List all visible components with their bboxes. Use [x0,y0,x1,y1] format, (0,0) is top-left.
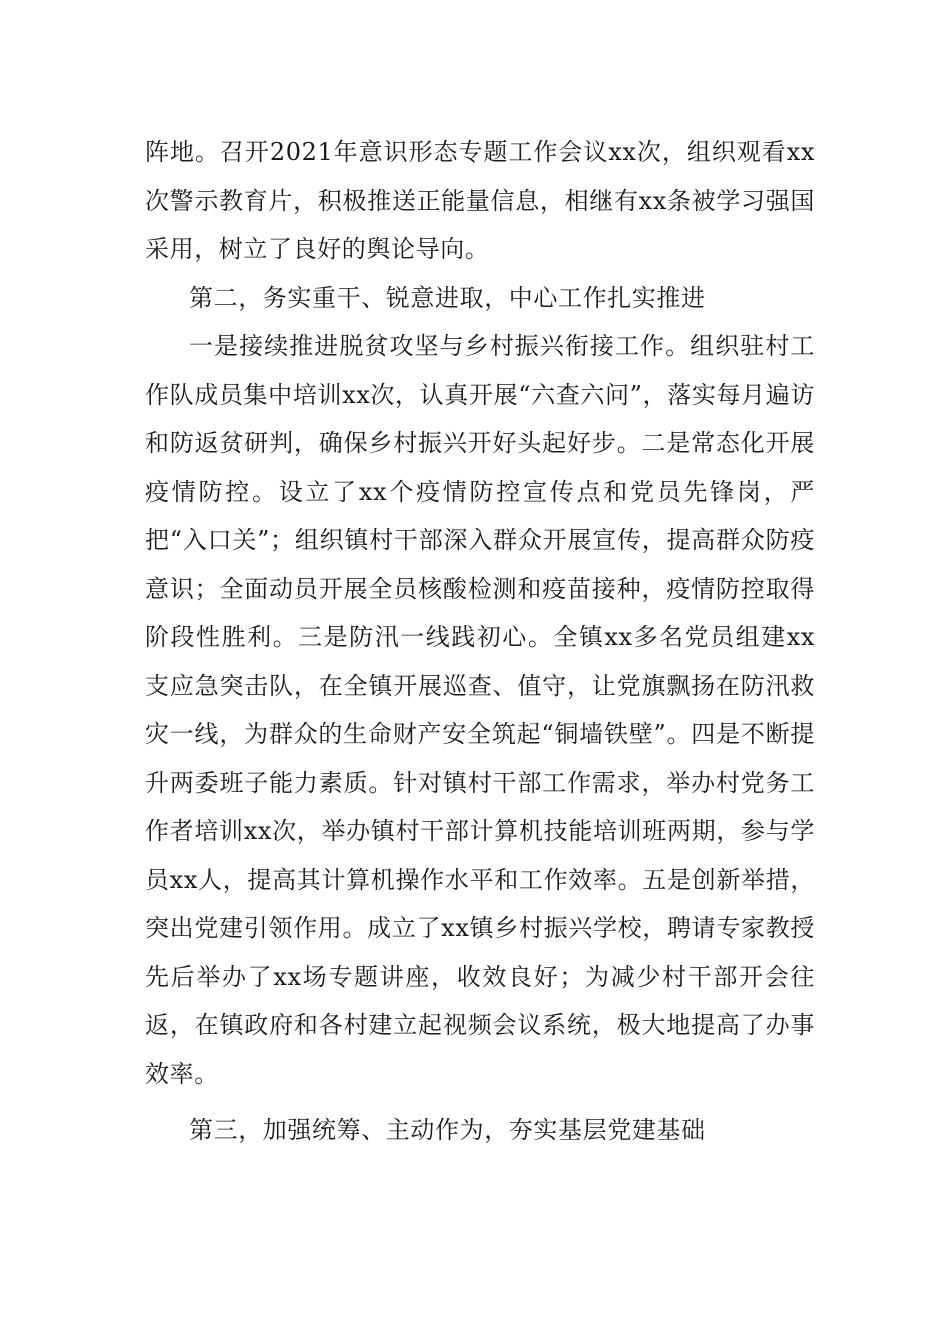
section-heading-second: 第二，务实重干、锐意进取，中心工作扎实推进 [189,283,706,312]
document-body [145,128,815,1155]
paragraph-body: 一是接续推进脱贫攻坚与乡村振兴衔接工作。组织驻村工作队成员集中培训xx次，认真开展“六查六问”，落实每月遍访和防返贫研判，确保乡村振兴开好头起好步。二是常态化开展疫情防控。设立了xx个疫情防控宣传点和党员先锋岗，严把“入口关”；组织镇村干部深入群众开展宣传，提高群众防疫意识；全面动员开展全员核酸检测和疫苗接种，疫情防控取得阶段性胜利。三是防汛一线践初心。全镇xx多名党员组建xx支应急突击队，在全镇开展巡查、值守，让党旗飘扬在防汛救灾一线，为群众的生命财产安全筑起“铜墙铁壁”。四是不断提升两委班子能力素质。针对镇村干部工作需求，举办村党务工作者培训xx次，举办镇村干部计算机技能培训班两期，参与学员xx人，提高其计算机操作水平和工作效率。五是创新举措，突出党建引领作用。成立了xx镇乡村振兴学校，聘请专家教授先后举办了xx场专题讲座，收效良好；为减少村干部开会往返，在镇政府和各村建立起视频会议系统，极大地提高了办事效率。 [145,332,815,1088]
section-heading-third: 第三，加强统筹、主动作为，夯实基层党建基础 [189,1116,706,1144]
paragraph-continuation: 阵地。召开2021年意识形态专题工作会议xx次，组织观看xx次警示教育片，积极推送正能量信息，相继有xx条被学习强国采用，树立了良好的舆论导向。 [145,138,815,263]
paragraph-gap [145,1098,815,1106]
